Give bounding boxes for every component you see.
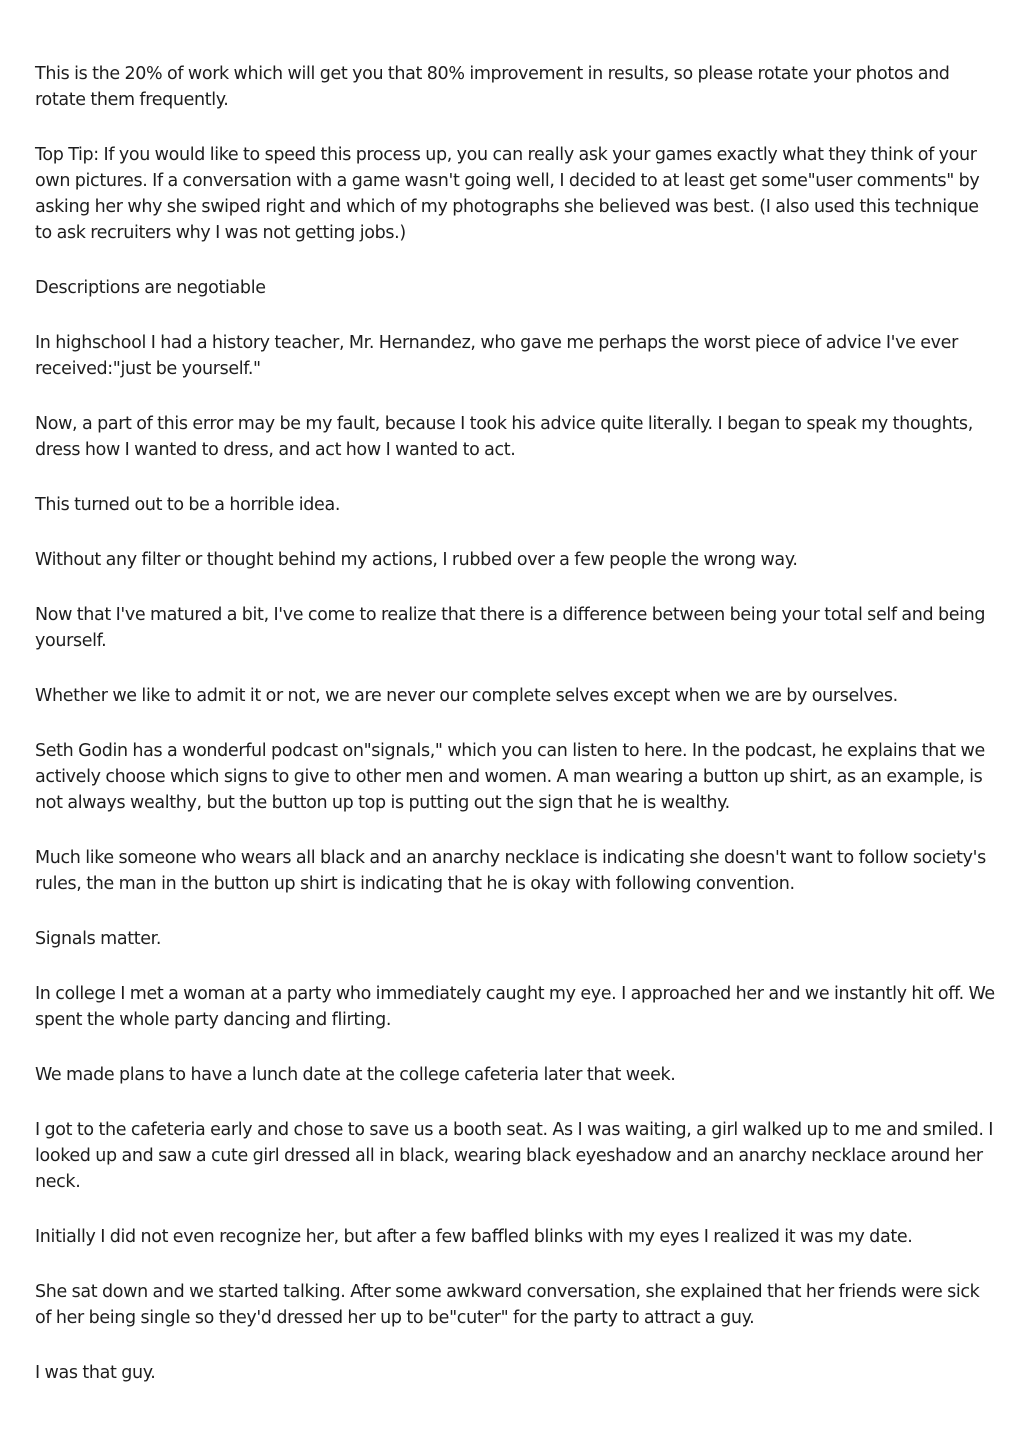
paragraph-my-fault: Now, a part of this error may be my fault, because I took his advice quite literally. I began to speak my thoughts, dress how I wanted to dress, and act how I wanted to act. — [35, 414, 973, 460]
paragraph-horrible-idea: This turned out to be a horrible idea. — [35, 495, 341, 515]
paragraph-complete-selves: Whether we like to admit it or not, we are never our complete selves except when we are by ourselves. — [35, 686, 898, 706]
paragraph-conversation: She sat down and we started talking. After some awkward conversation, she explained that her friends were sick of her being single so they'd dressed her up to be"cuter" for the party to attract a guy. — [35, 1282, 980, 1328]
paragraph-no-filter: Without any filter or thought behind my actions, I rubbed over a few people the wrong way. — [35, 550, 798, 570]
paragraph-recognize: Initially I did not even recognize her, but after a few baffled blinks with my eyes I realized it was my date. — [35, 1227, 913, 1247]
paragraph-lunch-plans: We made plans to have a lunch date at the college cafeteria later that week. — [35, 1065, 676, 1085]
paragraph-cafeteria: I got to the cafeteria early and chose to save us a booth seat. As I was waiting, a girl walked up to me and smiled. I looked up and saw a cute girl dressed all in black, wearing black eyeshadow and an anarchy necklace around her neck. — [35, 1120, 994, 1192]
paragraph-anarchy-necklace: Much like someone who wears all black and an anarchy necklace is indicating she doesn't want to follow society's rules, the man in the button up shirt is indicating that he is okay with following convention. — [35, 848, 986, 894]
section-heading-descriptions: Descriptions are negotiable — [35, 278, 266, 298]
article-body — [35, 61, 995, 1415]
paragraph-history-teacher: In highschool I had a history teacher, Mr. Hernandez, who gave me perhaps the worst piece of advice I've ever received:"just be yourself." — [35, 333, 958, 379]
paragraph-top-tip: Top Tip: If you would like to speed this process up, you can really ask your games exactly what they think of your own pictures. If a conversation with a game wasn't going well, I decided to at least get some"user comments" by asking her why she swiped right and which of my photographs she believed was best. (I also used this technique to ask recruiters why I was not getting jobs.) — [35, 145, 980, 243]
paragraph-photo-rotation: This is the 20% of work which will get you that 80% improvement in results, so please rotate your photos and rotate them frequently. — [35, 64, 950, 110]
paragraph-matured: Now that I've matured a bit, I've come to realize that there is a difference between being your total self and being yourself. — [35, 605, 986, 651]
paragraph-seth-godin: Seth Godin has a wonderful podcast on"signals," which you can listen to here. In the podcast, he explains that we actively choose which signs to give to other men and women. A man wearing a button up shirt, as an example, is not always wealthy, but the button up top is putting out the sign that he is wealthy. — [35, 741, 985, 813]
paragraph-signals-matter: Signals matter. — [35, 929, 162, 949]
paragraph-college-party: In college I met a woman at a party who immediately caught my eye. I approached her and we instantly hit off. We spent the whole party dancing and flirting. — [35, 984, 995, 1030]
paragraph-that-guy: I was that guy. — [35, 1363, 156, 1383]
